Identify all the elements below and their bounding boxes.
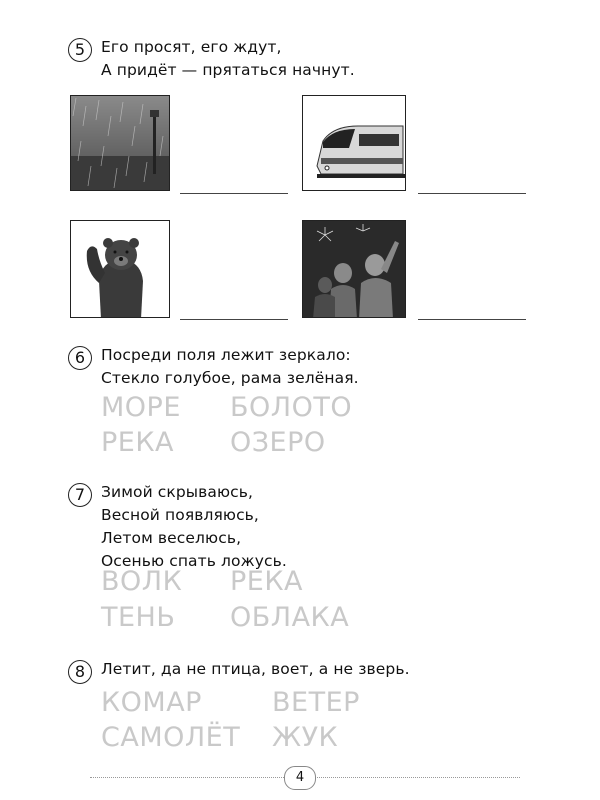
- answer-option[interactable]: ОЗЕРО: [230, 427, 326, 458]
- bear-image: [70, 220, 170, 318]
- answer-line[interactable]: [180, 193, 288, 194]
- answer-option[interactable]: КОМАР: [101, 687, 202, 718]
- train-image: [302, 95, 406, 191]
- answer-option[interactable]: ОБЛАКА: [230, 602, 350, 633]
- answer-option[interactable]: ЖУК: [272, 722, 339, 753]
- answer-option[interactable]: САМОЛЁТ: [101, 722, 241, 753]
- riddle-line: Осенью спать ложусь.: [101, 552, 287, 570]
- riddle-line: Его просят, его ждут,: [101, 38, 282, 56]
- answer-option[interactable]: РЕКА: [230, 566, 303, 597]
- question-number-7: 7: [68, 483, 92, 507]
- riddle-line: Посреди поля лежит зеркало:: [101, 346, 351, 364]
- answer-line[interactable]: [180, 319, 288, 320]
- answer-option[interactable]: РЕКА: [101, 427, 174, 458]
- answer-option[interactable]: ВОЛК: [101, 566, 183, 597]
- rain-scene-image: [70, 95, 170, 191]
- riddle-line: Весной появляюсь,: [101, 506, 259, 524]
- answer-line[interactable]: [418, 193, 526, 194]
- question-number-6: 6: [68, 346, 92, 370]
- question-number-5: 5: [68, 38, 92, 62]
- riddle-line: Летом веселюсь,: [101, 529, 242, 547]
- answer-option[interactable]: ВЕТЕР: [272, 687, 360, 718]
- riddle-line: А придёт — прятаться начнут.: [101, 61, 355, 79]
- question-number-8: 8: [68, 660, 92, 684]
- answer-option[interactable]: МОРЕ: [101, 392, 181, 423]
- riddle-line: Зимой скрываюсь,: [101, 483, 254, 501]
- answer-option[interactable]: ТЕНЬ: [101, 602, 176, 633]
- riddle-line: Стекло голубое, рама зелёная.: [101, 369, 359, 387]
- fireworks-crowd-image: [302, 220, 406, 318]
- riddle-line: Летит, да не птица, воет, а не зверь.: [101, 660, 410, 678]
- answer-line[interactable]: [418, 319, 526, 320]
- answer-option[interactable]: БОЛОТО: [230, 392, 353, 423]
- page-number: 4: [284, 766, 316, 790]
